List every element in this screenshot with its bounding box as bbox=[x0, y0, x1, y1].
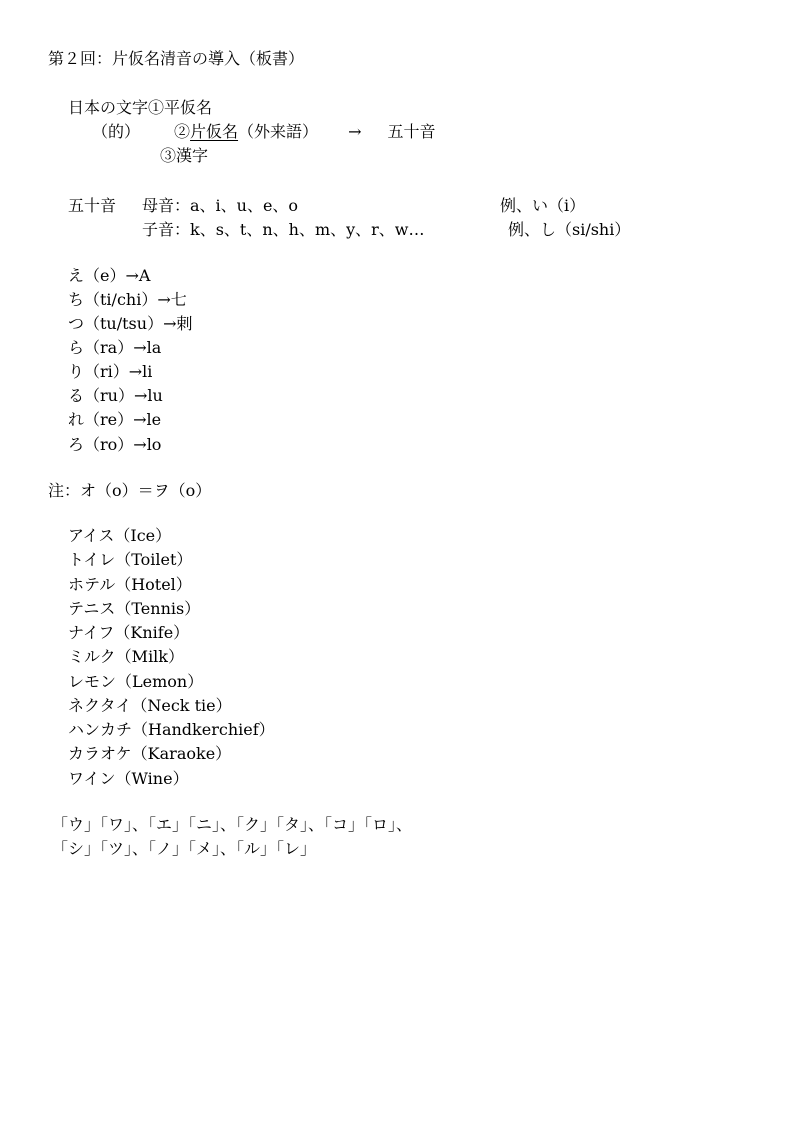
list-item: ワイン（Wine） bbox=[68, 769, 189, 788]
note: 注：オ（o）＝ヲ（o） bbox=[48, 481, 212, 500]
consonants: 子音：k、s、t、n、h、m、y、r、w… bbox=[142, 220, 425, 239]
confusables-line-1: 「ウ」「ワ」、「エ」「ニ」、「ク」「タ」、「コ」「ロ」、 bbox=[52, 815, 413, 834]
list-item: テニス（Tennis） bbox=[68, 599, 201, 618]
vowels-example: 例、い（i） bbox=[500, 196, 586, 215]
list-item: アイス（Ice） bbox=[68, 526, 172, 545]
list-item: レモン（Lemon） bbox=[68, 672, 204, 691]
list-item: ホテル（Hotel） bbox=[68, 575, 192, 594]
katakana-underlined: 片仮名 bbox=[190, 122, 239, 141]
list-item: れ（re）→le bbox=[68, 410, 162, 429]
list-item: る（ru）→lu bbox=[68, 386, 163, 405]
list-item: り（ri）→li bbox=[68, 362, 153, 381]
list-item: ろ（ro）→lo bbox=[68, 435, 162, 454]
intro-line-1: 日本の文字①平仮名 bbox=[68, 98, 213, 117]
intro-line-2-prefix: （的） bbox=[92, 122, 141, 141]
confusables-line-2: 「シ」「ツ」、「ノ」「メ」、「ル」「レ」 bbox=[52, 839, 317, 858]
list-item: トイレ（Toilet） bbox=[68, 550, 193, 569]
list-item: ミルク（Milk） bbox=[68, 647, 184, 666]
intro-line-2-target: 五十音 bbox=[387, 122, 436, 141]
intro-line-2-item: ② bbox=[174, 122, 191, 141]
gojuon-label: 五十音 bbox=[68, 196, 117, 215]
list-item: ナイフ（Knife） bbox=[68, 623, 190, 642]
list-item: え（e）→A bbox=[68, 266, 151, 285]
list-item: カラオケ（Karaoke） bbox=[68, 744, 232, 763]
vowels: 母音：a、i、u、e、o bbox=[142, 196, 299, 215]
intro-line-2-suffix: （外来語） bbox=[238, 122, 319, 141]
list-item: ハンカチ（Handkerchief） bbox=[68, 720, 275, 739]
list-item: ち（ti/chi）→七 bbox=[68, 290, 187, 309]
list-item: つ（tu/tsu）→剌 bbox=[68, 314, 193, 333]
intro-line-3: ③漢字 bbox=[160, 146, 209, 165]
page-title: 第２回：片仮名清音の導入（板書） bbox=[48, 49, 305, 68]
list-item: ら（ra）→la bbox=[68, 338, 162, 357]
list-item: ネクタイ（Neck tie） bbox=[68, 696, 232, 715]
intro-line-2 bbox=[92, 121, 435, 143]
consonants-example: 例、し（si/shi） bbox=[508, 220, 631, 239]
arrow: → bbox=[348, 122, 362, 141]
